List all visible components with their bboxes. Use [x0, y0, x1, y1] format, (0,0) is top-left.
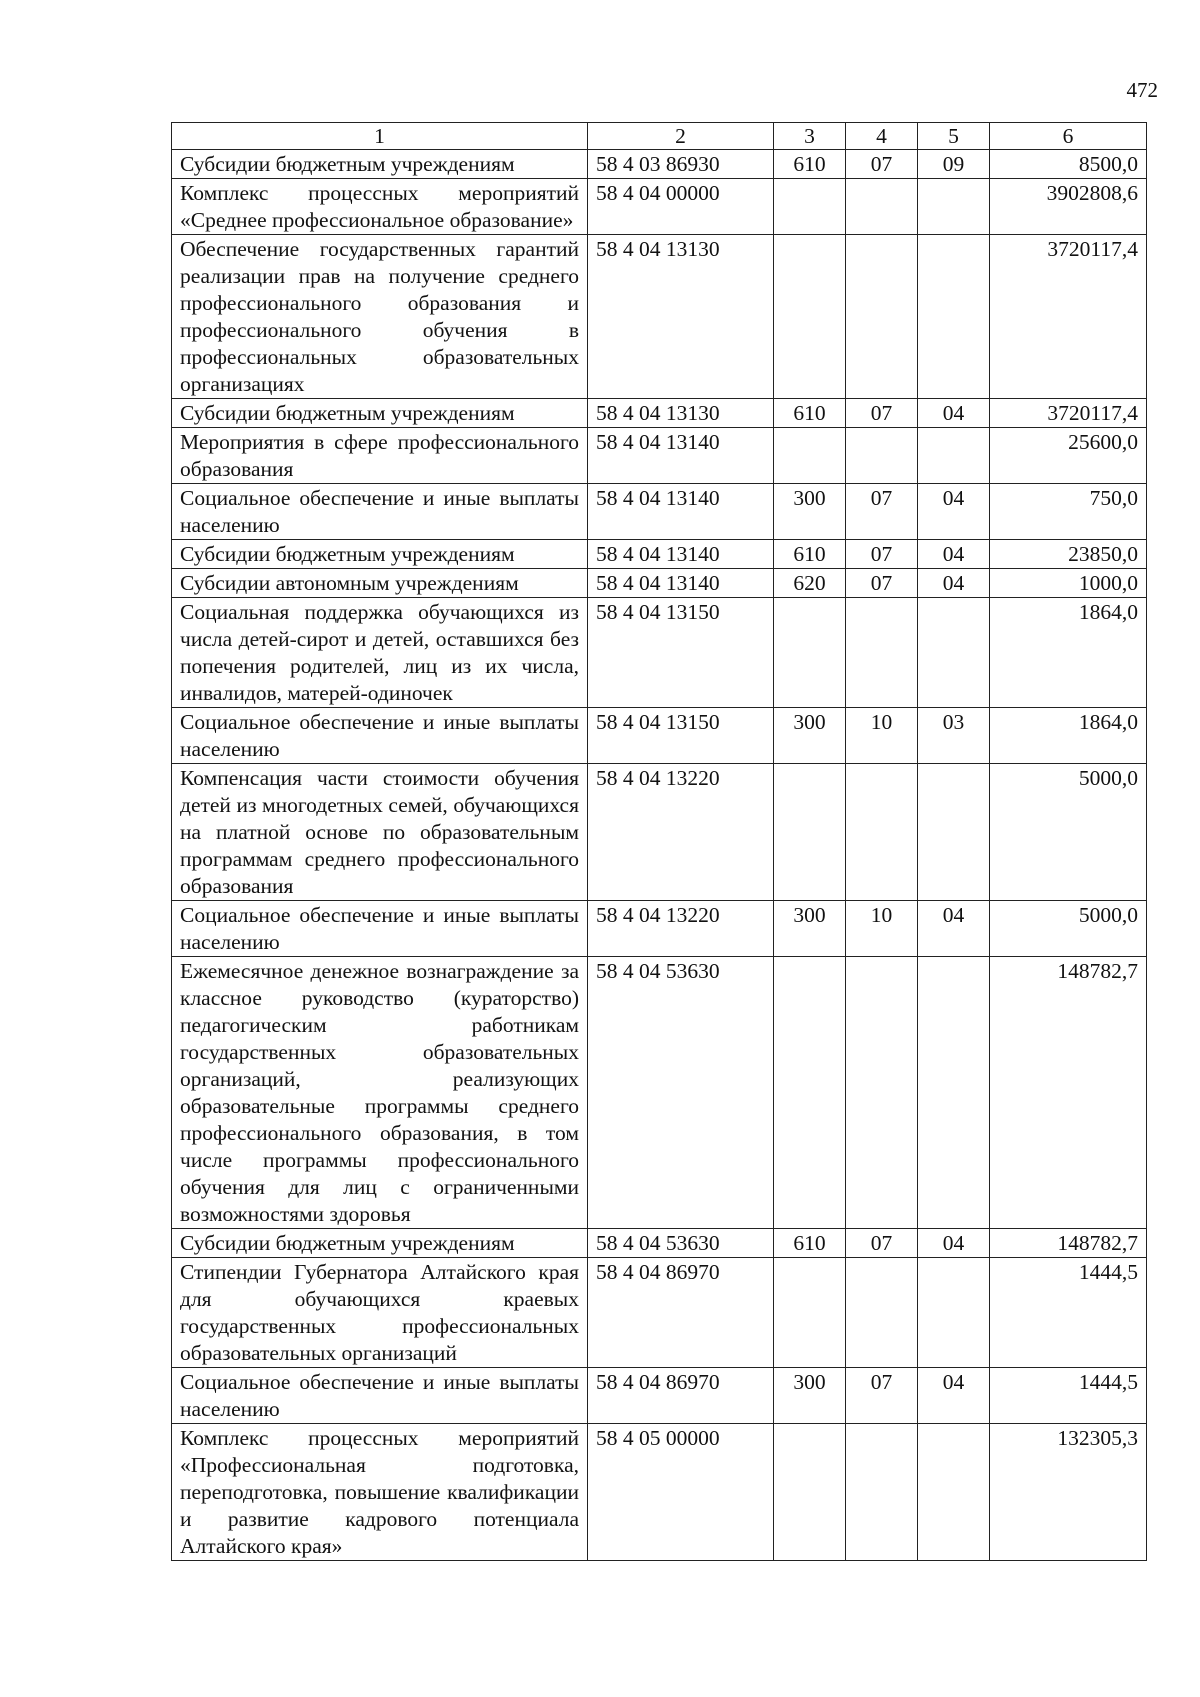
cell-section [846, 1424, 918, 1561]
table-row [172, 901, 1147, 957]
table-row [172, 150, 1147, 179]
cell-amount: 5000,0 [990, 901, 1147, 957]
cell-section: 10 [846, 708, 918, 764]
header-col-3: 3 [774, 123, 846, 150]
cell-amount: 1444,5 [990, 1258, 1147, 1368]
cell-amount: 3720117,4 [990, 399, 1147, 428]
cell-subsection [918, 179, 990, 235]
cell-subsection: 04 [918, 484, 990, 540]
table-row [172, 484, 1147, 540]
cell-expense-type [774, 235, 846, 399]
cell-name: Ежемесячное денежное вознаграждение за классное руководство (кураторство) педагогическим работникам государственных образовательных организаций, реализующих образовательные программы среднего профессионального образования, в том числе программы профессионального обучения для лиц с ограниченными возможностями здоровья [172, 957, 588, 1229]
cell-section [846, 598, 918, 708]
cell-name: Мероприятия в сфере профессионального образования [172, 428, 588, 484]
cell-expense-type [774, 1258, 846, 1368]
cell-name: Субсидии бюджетным учреждениям [172, 399, 588, 428]
cell-name: Социальное обеспечение и иные выплаты населению [172, 484, 588, 540]
cell-amount: 1000,0 [990, 569, 1147, 598]
cell-amount: 23850,0 [990, 540, 1147, 569]
cell-section: 07 [846, 484, 918, 540]
cell-expense-type: 610 [774, 540, 846, 569]
cell-expense-type [774, 179, 846, 235]
cell-code: 58 4 04 13150 [588, 708, 774, 764]
cell-name: Субсидии бюджетным учреждениям [172, 150, 588, 179]
cell-expense-type [774, 1424, 846, 1561]
cell-section: 07 [846, 569, 918, 598]
cell-amount: 148782,7 [990, 1229, 1147, 1258]
cell-name: Стипендии Губернатора Алтайского края для обучающихся краевых государственных профессиональных образовательных организаций [172, 1258, 588, 1368]
cell-section: 07 [846, 150, 918, 179]
cell-section: 07 [846, 1229, 918, 1258]
cell-code: 58 4 04 00000 [588, 179, 774, 235]
header-col-1: 1 [172, 123, 588, 150]
cell-expense-type: 300 [774, 708, 846, 764]
table-row [172, 598, 1147, 708]
header-col-6: 6 [990, 123, 1147, 150]
cell-code: 58 4 04 13140 [588, 540, 774, 569]
cell-expense-type: 300 [774, 484, 846, 540]
cell-expense-type [774, 957, 846, 1229]
table-row [172, 1258, 1147, 1368]
cell-code: 58 4 05 00000 [588, 1424, 774, 1561]
cell-code: 58 4 04 53630 [588, 957, 774, 1229]
cell-name: Социальное обеспечение и иные выплаты населению [172, 1368, 588, 1424]
cell-expense-type: 300 [774, 1368, 846, 1424]
cell-section: 07 [846, 399, 918, 428]
header-row [172, 123, 1147, 150]
cell-subsection [918, 1424, 990, 1561]
cell-section [846, 764, 918, 901]
cell-subsection: 09 [918, 150, 990, 179]
cell-code: 58 4 04 53630 [588, 1229, 774, 1258]
cell-subsection: 04 [918, 1368, 990, 1424]
table-row [172, 569, 1147, 598]
cell-name: Субсидии бюджетным учреждениям [172, 1229, 588, 1258]
cell-subsection: 04 [918, 1229, 990, 1258]
cell-subsection [918, 957, 990, 1229]
cell-section: 10 [846, 901, 918, 957]
cell-expense-type: 610 [774, 150, 846, 179]
cell-amount: 750,0 [990, 484, 1147, 540]
cell-name: Социальное обеспечение и иные выплаты населению [172, 708, 588, 764]
header-col-4: 4 [846, 123, 918, 150]
cell-subsection [918, 235, 990, 399]
cell-section [846, 1258, 918, 1368]
cell-subsection: 04 [918, 399, 990, 428]
table-row [172, 764, 1147, 901]
cell-amount: 1444,5 [990, 1368, 1147, 1424]
cell-expense-type: 620 [774, 569, 846, 598]
cell-code: 58 4 03 86930 [588, 150, 774, 179]
cell-amount: 3902808,6 [990, 179, 1147, 235]
cell-amount: 148782,7 [990, 957, 1147, 1229]
cell-amount: 132305,3 [990, 1424, 1147, 1561]
cell-code: 58 4 04 13150 [588, 598, 774, 708]
cell-section [846, 179, 918, 235]
cell-section [846, 428, 918, 484]
cell-code: 58 4 04 13140 [588, 569, 774, 598]
cell-expense-type [774, 764, 846, 901]
cell-name: Субсидии автономным учреждениям [172, 569, 588, 598]
cell-expense-type: 300 [774, 901, 846, 957]
cell-name: Компенсация части стоимости обучения детей из многодетных семей, обучающихся на платной основе по образовательным программам среднего профессионального образования [172, 764, 588, 901]
cell-code: 58 4 04 13220 [588, 901, 774, 957]
header-col-2: 2 [588, 123, 774, 150]
cell-subsection: 04 [918, 901, 990, 957]
page-number: 472 [1126, 78, 1158, 102]
table-row [172, 1424, 1147, 1561]
budget-table [171, 122, 1147, 1561]
table-row [172, 428, 1147, 484]
table-row [172, 235, 1147, 399]
cell-name: Комплекс процессных мероприятий «Среднее профессиональное образование» [172, 179, 588, 235]
cell-subsection: 03 [918, 708, 990, 764]
cell-section [846, 235, 918, 399]
cell-amount: 1864,0 [990, 598, 1147, 708]
cell-section: 07 [846, 540, 918, 569]
cell-expense-type: 610 [774, 399, 846, 428]
cell-name: Социальная поддержка обучающихся из числа детей-сирот и детей, оставшихся без попечения родителей, лиц из их числа, инвалидов, матерей-одиночек [172, 598, 588, 708]
cell-expense-type: 610 [774, 1229, 846, 1258]
table-header [172, 123, 1147, 150]
table-row [172, 1229, 1147, 1258]
cell-amount: 1864,0 [990, 708, 1147, 764]
cell-subsection: 04 [918, 540, 990, 569]
cell-subsection [918, 428, 990, 484]
table-row [172, 1368, 1147, 1424]
table-body [172, 150, 1147, 1561]
cell-expense-type [774, 428, 846, 484]
cell-subsection: 04 [918, 569, 990, 598]
cell-name: Социальное обеспечение и иные выплаты населению [172, 901, 588, 957]
cell-amount: 8500,0 [990, 150, 1147, 179]
header-col-5: 5 [918, 123, 990, 150]
cell-amount: 3720117,4 [990, 235, 1147, 399]
cell-section: 07 [846, 1368, 918, 1424]
cell-amount: 25600,0 [990, 428, 1147, 484]
table-row [172, 179, 1147, 235]
cell-code: 58 4 04 86970 [588, 1368, 774, 1424]
cell-name: Комплекс процессных мероприятий «Профессиональная подготовка, переподготовка, повышение квалификации и развитие кадрового потенциала Алтайского края» [172, 1424, 588, 1561]
cell-code: 58 4 04 13220 [588, 764, 774, 901]
cell-amount: 5000,0 [990, 764, 1147, 901]
cell-code: 58 4 04 13140 [588, 484, 774, 540]
cell-subsection [918, 1258, 990, 1368]
cell-expense-type [774, 598, 846, 708]
cell-code: 58 4 04 86970 [588, 1258, 774, 1368]
table-row [172, 957, 1147, 1229]
cell-name: Субсидии бюджетным учреждениям [172, 540, 588, 569]
cell-section [846, 957, 918, 1229]
cell-code: 58 4 04 13130 [588, 399, 774, 428]
cell-code: 58 4 04 13140 [588, 428, 774, 484]
table-row [172, 708, 1147, 764]
table-row [172, 399, 1147, 428]
cell-name: Обеспечение государственных гарантий реализации прав на получение среднего профессионального образования и профессионального обучения в профессиональных образовательных организациях [172, 235, 588, 399]
table-row [172, 540, 1147, 569]
cell-subsection [918, 598, 990, 708]
cell-code: 58 4 04 13130 [588, 235, 774, 399]
cell-subsection [918, 764, 990, 901]
